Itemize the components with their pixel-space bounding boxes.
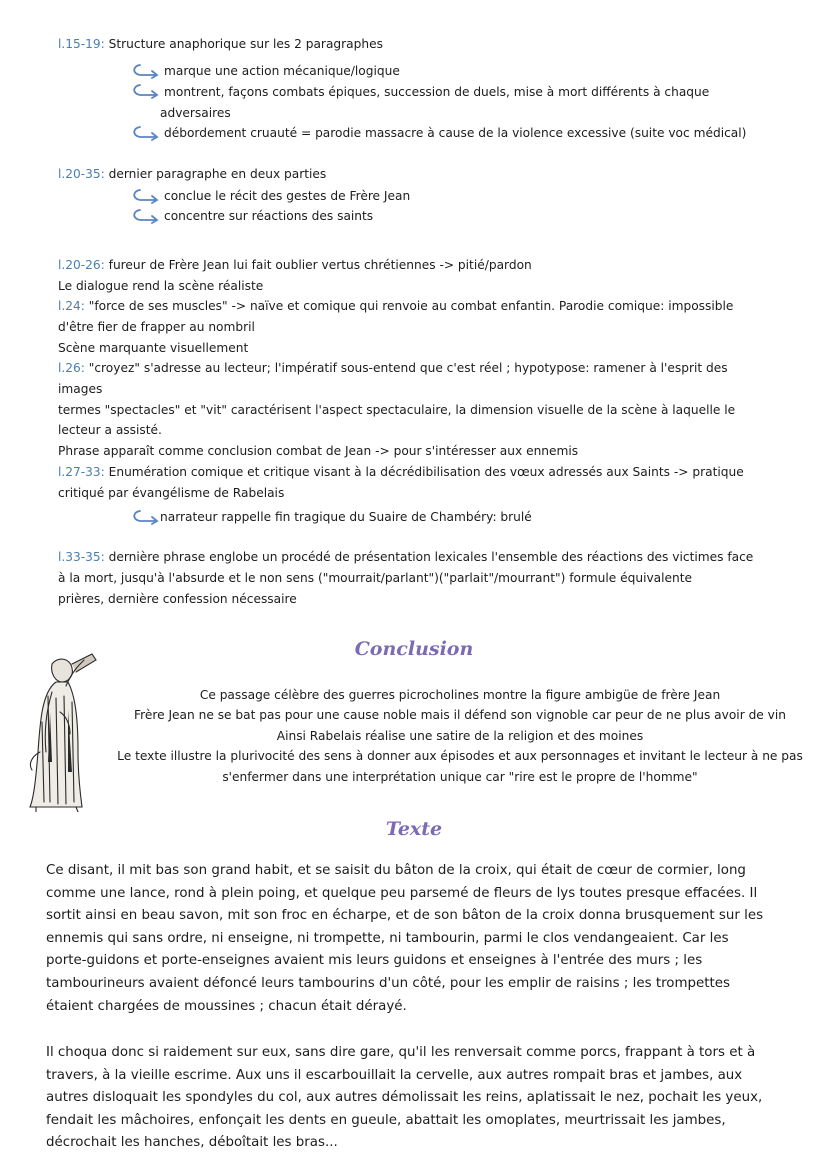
- note-line: [58, 34, 383, 55]
- texte-line: autres disloquait les spondyles du col, aux autres démolissait les reins, aplatissait le nez, pochait les yeux,: [46, 1090, 763, 1106]
- arrow-note: conclue le récit des gestes de Frère Jean: [164, 189, 411, 203]
- arrow-note: montrent, façons combats épiques, succession de duels, mise à mort différents à chaque: [164, 85, 710, 99]
- arrow-note: narrateur rappelle fin tragique du Suaire de Chambéry: brulé: [160, 510, 532, 524]
- curved-arrow-icon: [130, 208, 160, 224]
- line-ref: l.26:: [58, 361, 85, 375]
- texte-line: Ce disant, il mit bas son grand habit, et se saisit du bâton de la croix, qui était de cœur de cormier, long: [46, 863, 746, 878]
- note-line: images: [58, 382, 103, 396]
- texte-paragraph-1: [46, 860, 806, 1018]
- conclusion-line: Frère Jean ne se bat pas pour une cause noble mais il défend son vignoble car peur de ne plus avoir de vin: [133, 708, 787, 723]
- note-text: Structure anaphorique sur les 2 paragraphes: [104, 37, 383, 51]
- note-line: [58, 547, 753, 568]
- line-ref: l.33-35:: [58, 550, 105, 564]
- note-text: dernier paragraphe en deux parties: [104, 167, 327, 181]
- note-line: à la mort, jusqu'à l'absurde et le non sens ("mourrait/parlant")("parlait"/mourrant") formule équivalente: [58, 571, 693, 585]
- curved-arrow-icon: [130, 63, 160, 79]
- texte-heading: Texte: [385, 818, 443, 840]
- texte-line: porte-guidons et porte-enseignes avaient mis leurs guidons et enseignes à l'entrée des murs ; les: [46, 953, 703, 969]
- note-line: prières, dernière confession nécessaire: [58, 592, 297, 606]
- conclusion-line: Ce passage célèbre des guerres picrocholines montre la figure ambigüe de frère Jean: [199, 688, 721, 702]
- monk-illustration: [22, 652, 106, 812]
- arrow-note: adversaires: [160, 106, 231, 120]
- line-ref: l.27-33:: [58, 465, 105, 479]
- conclusion-line: Le texte illustre la plurivocité des sens à donner aux épisodes et aux personnages et invitant le lecteur à ne pas: [117, 749, 803, 764]
- note-line: Scène marquante visuellement: [58, 341, 249, 355]
- note-line: d'être fier de frapper au nombril: [58, 320, 255, 334]
- arrow-note: débordement cruauté = parodie massacre à cause de la violence excessive (suite voc médical): [164, 126, 747, 140]
- texte-paragraph-2: [46, 1042, 806, 1155]
- texte-line: Il choqua donc si raidement sur eux, sans dire gare, qu'il les renversait comme porcs, frappant à tors et à: [46, 1045, 756, 1060]
- note-text: "force de ses muscles" -> naïve et comique qui renvoie au combat enfantin. Parodie comique: impossible: [84, 299, 734, 313]
- note-line: Le dialogue rend la scène réaliste: [58, 279, 264, 293]
- texte-line: décrochait les hanches, déboîtait les bras...: [46, 1135, 338, 1151]
- texte-line: comme une lance, rond à plein poing, et quelque peu parsemé de fleurs de lys toutes presque effacées. Il: [46, 885, 758, 901]
- line-ref: l.24:: [58, 299, 85, 313]
- curved-arrow-icon: [130, 83, 160, 99]
- line-ref: l.20-26:: [58, 258, 105, 272]
- line-ref: l.15-19:: [58, 37, 105, 51]
- conclusion-text: [110, 685, 810, 787]
- line-ref: l.20-35:: [58, 167, 105, 181]
- texte-line: sortit ainsi en beau savon, mit son froc en écharpe, et de son bâton de la croix donna brusquement sur les: [46, 908, 764, 924]
- note-text: dernière phrase englobe un procédé de présentation lexicales l'ensemble des réactions des victimes face: [104, 550, 754, 564]
- note-line: [58, 296, 733, 317]
- arrow-note: marque une action mécanique/logique: [164, 64, 400, 78]
- arrow-note: concentre sur réactions des saints: [164, 209, 374, 223]
- note-line: [58, 462, 744, 483]
- texte-line: tambourineurs avaient défoncé leurs tambourins d'un côté, pour les emplir de raisins ; les trompettes: [46, 975, 730, 991]
- conclusion-line: s'enfermer dans une interprétation unique car "rire est le propre de l'homme": [222, 769, 698, 784]
- note-line: [58, 255, 532, 276]
- curved-arrow-icon: [130, 188, 160, 204]
- texte-line: fendait les mâchoires, enfonçait les dents en gueule, abattait les omoplates, meurtrissait les jambes,: [46, 1112, 726, 1128]
- note-line: critiqué par évangélisme de Rabelais: [58, 486, 285, 500]
- note-text: Enumération comique et critique visant à la décrédibilisation des vœux adressés aux Saints -> pratique: [104, 465, 744, 479]
- note-text: "croyez" s'adresse au lecteur; l'impératif sous-entend que c'est réel ; hypotypose: ramener à l'esprit des: [84, 361, 728, 375]
- texte-line: étaient chargées de moussines ; chacun était dérayé.: [46, 998, 407, 1014]
- note-line: [58, 358, 728, 379]
- note-line: lecteur a assisté.: [58, 423, 162, 437]
- curved-arrow-icon: [130, 509, 160, 525]
- curved-arrow-icon: [130, 125, 160, 141]
- conclusion-line: Ainsi Rabelais réalise une satire de la religion et des moines: [276, 728, 644, 743]
- note-line: Phrase apparaît comme conclusion combat de Jean -> pour s'intéresser aux ennemis: [58, 444, 579, 458]
- texte-line: travers, à la vieille escrime. Aux uns il escarbouillait la cervelle, aux autres rompait bras et jambes, aux: [46, 1067, 743, 1083]
- note-line: [58, 164, 326, 185]
- conclusion-heading: Conclusion: [354, 638, 474, 660]
- note-line: termes "spectacles" et "vit" caractérisent l'aspect spectaculaire, la dimension visuelle de la scène à laquelle le: [58, 403, 736, 417]
- texte-line: ennemis qui sans ordre, ni enseigne, ni trompette, ni tambourin, parmi le clos vendangeaient. Car les: [46, 930, 729, 946]
- note-text: fureur de Frère Jean lui fait oublier vertus chrétiennes -> pitié/pardon: [104, 258, 532, 272]
